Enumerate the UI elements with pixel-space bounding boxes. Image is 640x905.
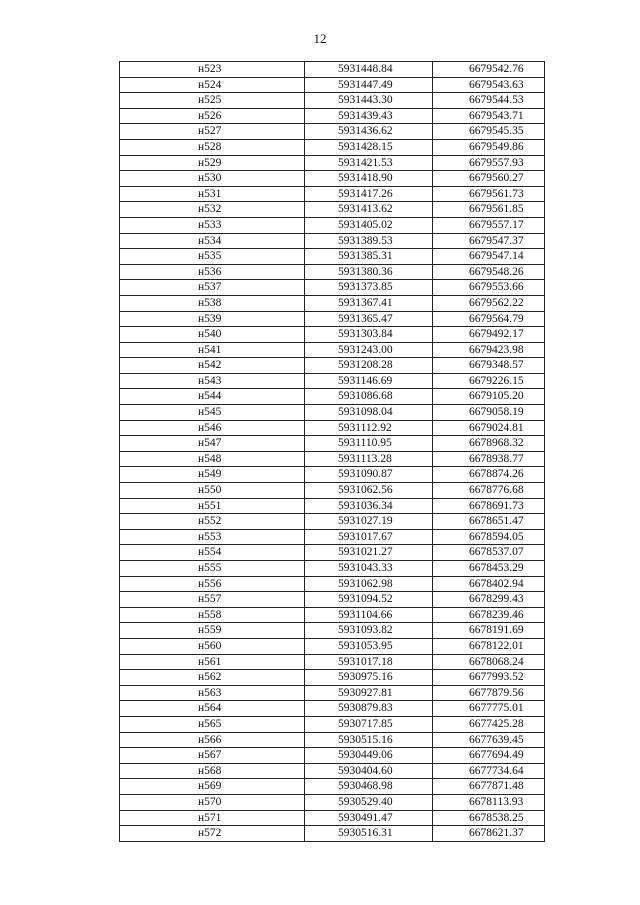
x-coordinate-cell: 5930529.40 — [305, 794, 433, 810]
point-id-cell: н549 — [120, 467, 305, 483]
y-coordinate-cell: 6679562.22 — [433, 295, 545, 311]
table-row — [120, 295, 545, 311]
coordinates-table-body — [120, 62, 545, 842]
table-row — [120, 483, 545, 499]
x-coordinate-cell: 5930491.47 — [305, 810, 433, 826]
y-coordinate-cell: 6678299.43 — [433, 592, 545, 608]
x-coordinate-cell: 5930468.98 — [305, 779, 433, 795]
y-coordinate-cell: 6678874.26 — [433, 467, 545, 483]
point-id-cell: н534 — [120, 233, 305, 249]
table-row — [120, 498, 545, 514]
y-coordinate-cell: 6678691.73 — [433, 498, 545, 514]
y-coordinate-cell: 6679561.85 — [433, 202, 545, 218]
table-row — [120, 763, 545, 779]
x-coordinate-cell: 5931021.27 — [305, 545, 433, 561]
point-id-cell: н530 — [120, 171, 305, 187]
x-coordinate-cell: 5931146.69 — [305, 373, 433, 389]
x-coordinate-cell: 5931436.62 — [305, 124, 433, 140]
y-coordinate-cell: 6679492.17 — [433, 327, 545, 343]
point-id-cell: н566 — [120, 732, 305, 748]
x-coordinate-cell: 5930927.81 — [305, 685, 433, 701]
point-id-cell: н543 — [120, 373, 305, 389]
x-coordinate-cell: 5931421.53 — [305, 155, 433, 171]
point-id-cell: н561 — [120, 654, 305, 670]
point-id-cell: н559 — [120, 623, 305, 639]
point-id-cell: н570 — [120, 794, 305, 810]
y-coordinate-cell: 6679545.35 — [433, 124, 545, 140]
point-id-cell: н523 — [120, 62, 305, 78]
table-row — [120, 124, 545, 140]
x-coordinate-cell: 5930717.85 — [305, 716, 433, 732]
table-row — [120, 186, 545, 202]
table-row — [120, 155, 545, 171]
y-coordinate-cell: 6679348.57 — [433, 358, 545, 374]
coordinates-table — [119, 61, 545, 842]
y-coordinate-cell: 6679105.20 — [433, 389, 545, 405]
y-coordinate-cell: 6678191.69 — [433, 623, 545, 639]
x-coordinate-cell: 5931385.31 — [305, 249, 433, 265]
point-id-cell: н546 — [120, 420, 305, 436]
x-coordinate-cell: 5931380.36 — [305, 264, 433, 280]
table-row — [120, 810, 545, 826]
table-row — [120, 108, 545, 124]
x-coordinate-cell: 5931090.87 — [305, 467, 433, 483]
point-id-cell: н551 — [120, 498, 305, 514]
point-id-cell: н571 — [120, 810, 305, 826]
point-id-cell: н569 — [120, 779, 305, 795]
x-coordinate-cell: 5930516.31 — [305, 826, 433, 842]
table-row — [120, 685, 545, 701]
x-coordinate-cell: 5931043.33 — [305, 561, 433, 577]
x-coordinate-cell: 5931439.43 — [305, 108, 433, 124]
table-row — [120, 670, 545, 686]
x-coordinate-cell: 5931017.18 — [305, 654, 433, 670]
y-coordinate-cell: 6678402.94 — [433, 576, 545, 592]
y-coordinate-cell: 6679549.86 — [433, 139, 545, 155]
table-row — [120, 280, 545, 296]
x-coordinate-cell: 5930449.06 — [305, 748, 433, 764]
point-id-cell: н550 — [120, 483, 305, 499]
point-id-cell: н547 — [120, 436, 305, 452]
x-coordinate-cell: 5931094.52 — [305, 592, 433, 608]
point-id-cell: н524 — [120, 77, 305, 93]
table-row — [120, 77, 545, 93]
point-id-cell: н539 — [120, 311, 305, 327]
point-id-cell: н541 — [120, 342, 305, 358]
table-row — [120, 420, 545, 436]
point-id-cell: н563 — [120, 685, 305, 701]
x-coordinate-cell: 5931086.68 — [305, 389, 433, 405]
x-coordinate-cell: 5931413.62 — [305, 202, 433, 218]
x-coordinate-cell: 5931110.95 — [305, 436, 433, 452]
y-coordinate-cell: 6678537.07 — [433, 545, 545, 561]
table-row — [120, 467, 545, 483]
point-id-cell: н568 — [120, 763, 305, 779]
point-id-cell: н554 — [120, 545, 305, 561]
x-coordinate-cell: 5931062.56 — [305, 483, 433, 499]
y-coordinate-cell: 6677879.56 — [433, 685, 545, 701]
point-id-cell: н572 — [120, 826, 305, 842]
point-id-cell: н540 — [120, 327, 305, 343]
table-row — [120, 654, 545, 670]
table-row — [120, 607, 545, 623]
table-row — [120, 514, 545, 530]
y-coordinate-cell: 6678239.46 — [433, 607, 545, 623]
x-coordinate-cell: 5931303.84 — [305, 327, 433, 343]
point-id-cell: н557 — [120, 592, 305, 608]
y-coordinate-cell: 6678938.77 — [433, 451, 545, 467]
y-coordinate-cell: 6679543.63 — [433, 77, 545, 93]
x-coordinate-cell: 5931036.34 — [305, 498, 433, 514]
table-row — [120, 436, 545, 452]
x-coordinate-cell: 5931027.19 — [305, 514, 433, 530]
table-row — [120, 451, 545, 467]
y-coordinate-cell: 6677734.64 — [433, 763, 545, 779]
table-row — [120, 576, 545, 592]
y-coordinate-cell: 6678651.47 — [433, 514, 545, 530]
y-coordinate-cell: 6677694.49 — [433, 748, 545, 764]
x-coordinate-cell: 5931418.90 — [305, 171, 433, 187]
point-id-cell: н564 — [120, 701, 305, 717]
x-coordinate-cell: 5931373.85 — [305, 280, 433, 296]
y-coordinate-cell: 6677775.01 — [433, 701, 545, 717]
table-row — [120, 373, 545, 389]
table-row — [120, 592, 545, 608]
y-coordinate-cell: 6679547.14 — [433, 249, 545, 265]
x-coordinate-cell: 5931208.28 — [305, 358, 433, 374]
table-row — [120, 202, 545, 218]
table-row — [120, 779, 545, 795]
y-coordinate-cell: 6678113.93 — [433, 794, 545, 810]
y-coordinate-cell: 6679024.81 — [433, 420, 545, 436]
x-coordinate-cell: 5931448.84 — [305, 62, 433, 78]
point-id-cell: н562 — [120, 670, 305, 686]
x-coordinate-cell: 5931428.15 — [305, 139, 433, 155]
y-coordinate-cell: 6677425.28 — [433, 716, 545, 732]
point-id-cell: н525 — [120, 93, 305, 109]
y-coordinate-cell: 6679557.17 — [433, 217, 545, 233]
x-coordinate-cell: 5931062.98 — [305, 576, 433, 592]
x-coordinate-cell: 5931053.95 — [305, 638, 433, 654]
x-coordinate-cell: 5931243.00 — [305, 342, 433, 358]
table-row — [120, 327, 545, 343]
y-coordinate-cell: 6679543.71 — [433, 108, 545, 124]
table-row — [120, 389, 545, 405]
y-coordinate-cell: 6678453.29 — [433, 561, 545, 577]
x-coordinate-cell: 5930404.60 — [305, 763, 433, 779]
point-id-cell: н536 — [120, 264, 305, 280]
table-row — [120, 93, 545, 109]
x-coordinate-cell: 5931417.26 — [305, 186, 433, 202]
y-coordinate-cell: 6679542.76 — [433, 62, 545, 78]
point-id-cell: н529 — [120, 155, 305, 171]
x-coordinate-cell: 5931113.28 — [305, 451, 433, 467]
table-row — [120, 264, 545, 280]
point-id-cell: н560 — [120, 638, 305, 654]
page-number: 12 — [313, 31, 327, 46]
table-row — [120, 748, 545, 764]
x-coordinate-cell: 5931447.49 — [305, 77, 433, 93]
y-coordinate-cell: 6679226.15 — [433, 373, 545, 389]
y-coordinate-cell: 6678538.25 — [433, 810, 545, 826]
table-row — [120, 638, 545, 654]
y-coordinate-cell: 6679423.98 — [433, 342, 545, 358]
point-id-cell: н532 — [120, 202, 305, 218]
point-id-cell: н527 — [120, 124, 305, 140]
x-coordinate-cell: 5930975.16 — [305, 670, 433, 686]
point-id-cell: н537 — [120, 280, 305, 296]
table-row — [120, 545, 545, 561]
x-coordinate-cell: 5930515.16 — [305, 732, 433, 748]
table-row — [120, 233, 545, 249]
table-row — [120, 311, 545, 327]
point-id-cell: н526 — [120, 108, 305, 124]
y-coordinate-cell: 6679564.79 — [433, 311, 545, 327]
y-coordinate-cell: 6678968.32 — [433, 436, 545, 452]
table-row — [120, 405, 545, 421]
x-coordinate-cell: 5931389.53 — [305, 233, 433, 249]
y-coordinate-cell: 6678594.05 — [433, 529, 545, 545]
x-coordinate-cell: 5930879.83 — [305, 701, 433, 717]
y-coordinate-cell: 6679547.37 — [433, 233, 545, 249]
point-id-cell: н565 — [120, 716, 305, 732]
y-coordinate-cell: 6679561.73 — [433, 186, 545, 202]
x-coordinate-cell: 5931104.66 — [305, 607, 433, 623]
point-id-cell: н548 — [120, 451, 305, 467]
point-id-cell: н528 — [120, 139, 305, 155]
y-coordinate-cell: 6678068.24 — [433, 654, 545, 670]
y-coordinate-cell: 6679058.19 — [433, 405, 545, 421]
point-id-cell: н556 — [120, 576, 305, 592]
table-row — [120, 561, 545, 577]
x-coordinate-cell: 5931093.82 — [305, 623, 433, 639]
y-coordinate-cell: 6678776.68 — [433, 483, 545, 499]
point-id-cell: н558 — [120, 607, 305, 623]
point-id-cell: н555 — [120, 561, 305, 577]
x-coordinate-cell: 5931098.04 — [305, 405, 433, 421]
point-id-cell: н533 — [120, 217, 305, 233]
point-id-cell: н542 — [120, 358, 305, 374]
table-row — [120, 358, 545, 374]
point-id-cell: н545 — [120, 405, 305, 421]
table-row — [120, 249, 545, 265]
table-row — [120, 529, 545, 545]
point-id-cell: н538 — [120, 295, 305, 311]
y-coordinate-cell: 6679553.66 — [433, 280, 545, 296]
table-row — [120, 716, 545, 732]
y-coordinate-cell: 6679557.93 — [433, 155, 545, 171]
point-id-cell: н567 — [120, 748, 305, 764]
point-id-cell: н553 — [120, 529, 305, 545]
y-coordinate-cell: 6678621.37 — [433, 826, 545, 842]
table-row — [120, 794, 545, 810]
x-coordinate-cell: 5931365.47 — [305, 311, 433, 327]
table-row — [120, 139, 545, 155]
point-id-cell: н544 — [120, 389, 305, 405]
point-id-cell: н531 — [120, 186, 305, 202]
table-row — [120, 826, 545, 842]
x-coordinate-cell: 5931112.92 — [305, 420, 433, 436]
y-coordinate-cell: 6679548.26 — [433, 264, 545, 280]
table-row — [120, 62, 545, 78]
table-row — [120, 342, 545, 358]
table-row — [120, 623, 545, 639]
y-coordinate-cell: 6677639.45 — [433, 732, 545, 748]
x-coordinate-cell: 5931367.41 — [305, 295, 433, 311]
table-row — [120, 732, 545, 748]
y-coordinate-cell: 6679544.53 — [433, 93, 545, 109]
y-coordinate-cell: 6679560.27 — [433, 171, 545, 187]
table-row — [120, 701, 545, 717]
x-coordinate-cell: 5931443.30 — [305, 93, 433, 109]
x-coordinate-cell: 5931017.67 — [305, 529, 433, 545]
y-coordinate-cell: 6677871.48 — [433, 779, 545, 795]
point-id-cell: н535 — [120, 249, 305, 265]
point-id-cell: н552 — [120, 514, 305, 530]
table-row — [120, 171, 545, 187]
x-coordinate-cell: 5931405.02 — [305, 217, 433, 233]
y-coordinate-cell: 6677993.52 — [433, 670, 545, 686]
y-coordinate-cell: 6678122.01 — [433, 638, 545, 654]
table-row — [120, 217, 545, 233]
